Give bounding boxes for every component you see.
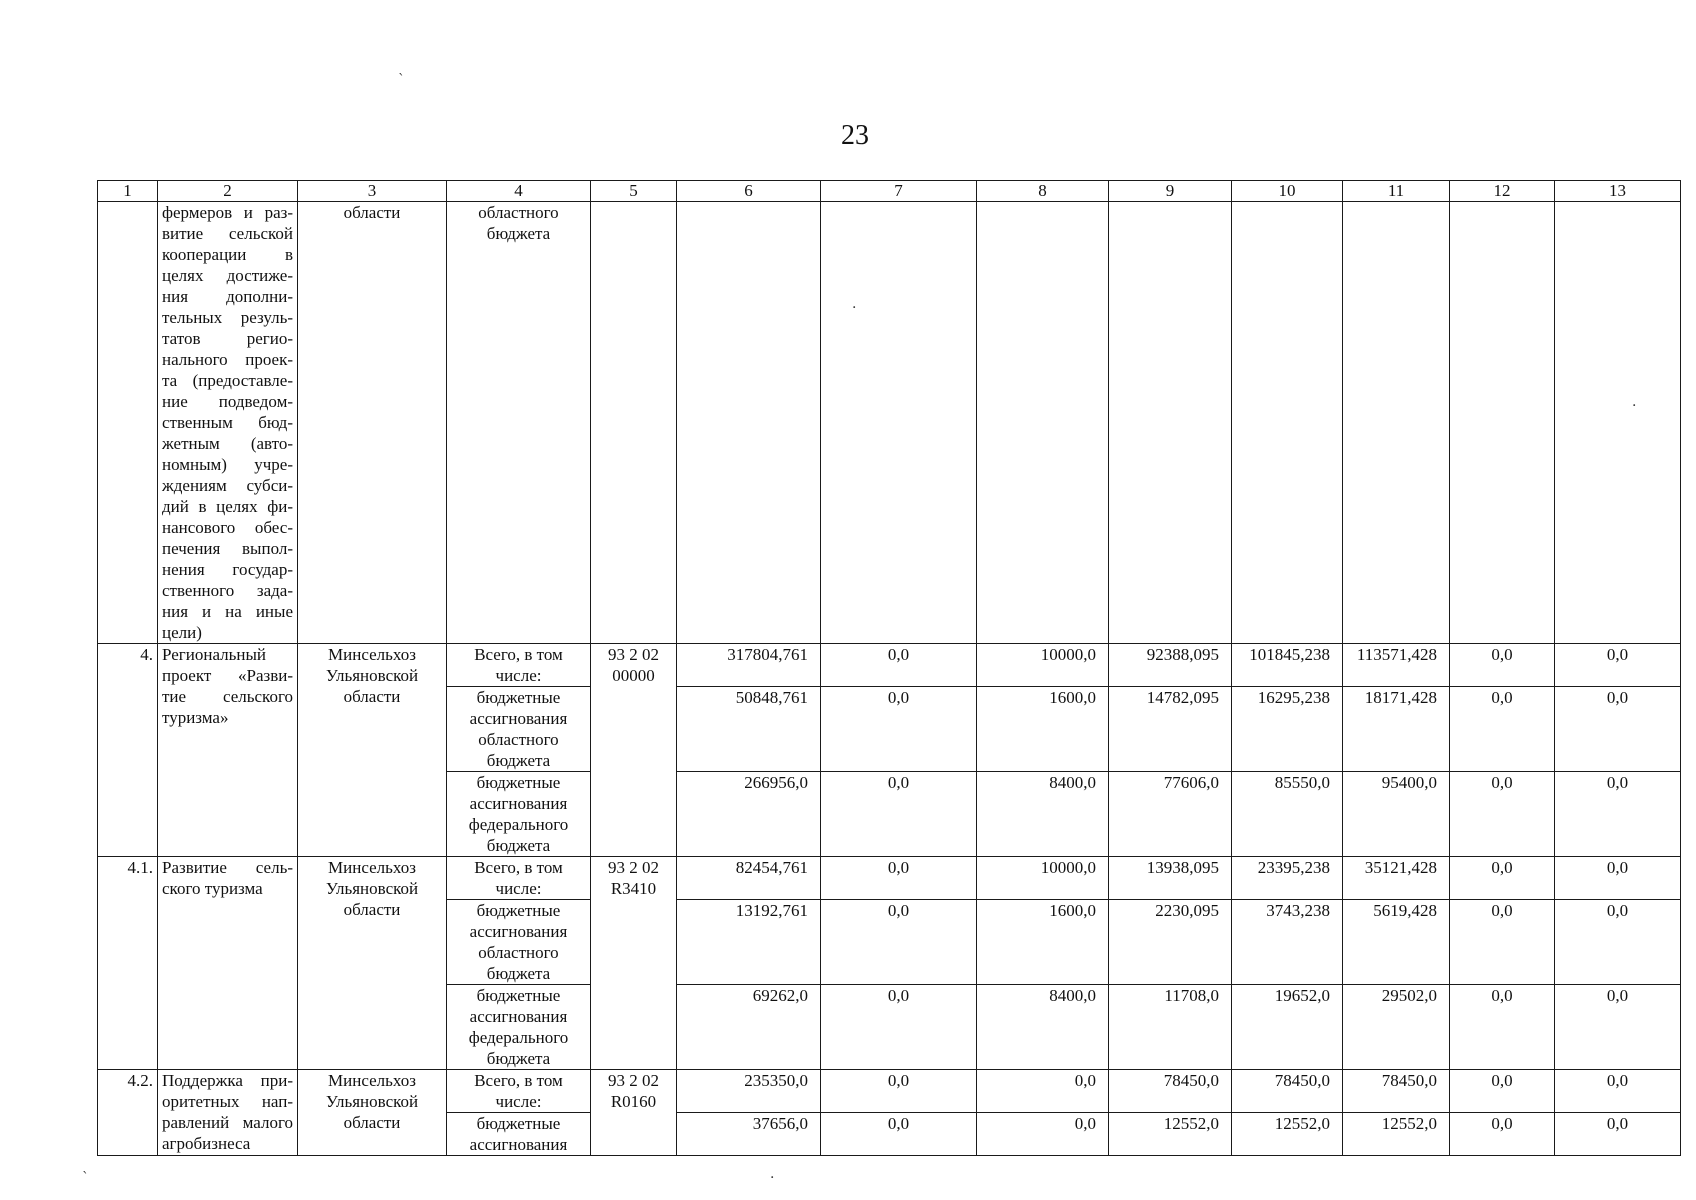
value-cell: 10000,0 — [977, 644, 1109, 687]
value-cell: 235350,0 — [677, 1070, 821, 1113]
measure-description: Развитие сель-ского туризма — [158, 857, 298, 1070]
value-cell: 2230,095 — [1109, 900, 1232, 985]
budget-code: 93 2 02 R0160 — [591, 1070, 677, 1156]
measure-description: фермеров и раз-витие сельской кооперации в целях достиже-ния дополни-тельных резуль-татов регио-нального проек-та (предоставле-ние подведом-ственным бюд-жетным (авто-номным) учре-ждениям субси-дий в целях фи-нансового обес-печения выпол-нения государ-ственного зада-ния и на иные цели) — [158, 202, 298, 644]
value-cell: 78450,0 — [1109, 1070, 1232, 1113]
value-cell: 12552,0 — [1343, 1113, 1450, 1156]
row-number — [98, 202, 158, 644]
value-cell: 0,0 — [821, 772, 977, 857]
value-cell: 0,0 — [1555, 772, 1681, 857]
row-number: 4.1. — [98, 857, 158, 1070]
column-header: 7 — [821, 181, 977, 202]
value-cell: 0,0 — [1555, 985, 1681, 1070]
column-header: 10 — [1232, 181, 1343, 202]
value-cell — [1450, 202, 1555, 644]
value-cell: 0,0 — [1555, 644, 1681, 687]
value-cell: 1600,0 — [977, 687, 1109, 772]
value-cell: 0,0 — [821, 1113, 977, 1156]
funding-source: бюджетные ассигнования областного бюджета — [447, 900, 591, 985]
value-cell: 0,0 — [1450, 644, 1555, 687]
value-cell: 8400,0 — [977, 772, 1109, 857]
executor: Минсельхоз Ульяновской области — [298, 1070, 447, 1156]
value-cell: 0,0 — [1450, 1070, 1555, 1113]
value-cell: 13938,095 — [1109, 857, 1232, 900]
table-body — [98, 202, 1681, 1156]
scan-mark: · — [852, 300, 857, 316]
value-cell: 37656,0 — [677, 1113, 821, 1156]
value-cell: 16295,238 — [1232, 687, 1343, 772]
value-cell: 0,0 — [821, 857, 977, 900]
value-cell: 18171,428 — [1343, 687, 1450, 772]
value-cell: 11708,0 — [1109, 985, 1232, 1070]
value-cell: 12552,0 — [1232, 1113, 1343, 1156]
value-cell — [1109, 202, 1232, 644]
column-header: 1 — [98, 181, 158, 202]
funding-source: бюджетные ассигнования — [447, 1113, 591, 1156]
column-header: 9 — [1109, 181, 1232, 202]
value-cell — [977, 202, 1109, 644]
value-cell: 78450,0 — [1343, 1070, 1450, 1113]
value-cell — [1232, 202, 1343, 644]
value-cell: 0,0 — [1450, 985, 1555, 1070]
value-cell: 266956,0 — [677, 772, 821, 857]
value-cell: 77606,0 — [1109, 772, 1232, 857]
value-cell: 0,0 — [821, 985, 977, 1070]
value-cell: 10000,0 — [977, 857, 1109, 900]
value-cell: 3743,238 — [1232, 900, 1343, 985]
value-cell: 8400,0 — [977, 985, 1109, 1070]
value-cell: 82454,761 — [677, 857, 821, 900]
value-cell — [821, 202, 977, 644]
value-cell: 0,0 — [1555, 1070, 1681, 1113]
executor: Минсельхоз Ульяновской области — [298, 644, 447, 857]
value-cell: 12552,0 — [1109, 1113, 1232, 1156]
value-cell: 0,0 — [1555, 687, 1681, 772]
table-row — [98, 857, 1681, 900]
value-cell — [1555, 202, 1681, 644]
value-cell: 0,0 — [1450, 1113, 1555, 1156]
header-row — [98, 181, 1681, 202]
value-cell: 14782,095 — [1109, 687, 1232, 772]
value-cell: 113571,428 — [1343, 644, 1450, 687]
value-cell: 0,0 — [1450, 687, 1555, 772]
funding-source: бюджетные ассигнования федерального бюджета — [447, 985, 591, 1070]
measure-description: Поддержка при-оритетных нап-равлений малого агробизнеса — [158, 1070, 298, 1156]
row-number: 4. — [98, 644, 158, 857]
value-cell: 19652,0 — [1232, 985, 1343, 1070]
scan-mark: ` — [398, 72, 405, 88]
column-header: 4 — [447, 181, 591, 202]
column-header: 13 — [1555, 181, 1681, 202]
value-cell — [677, 202, 821, 644]
value-cell: 317804,761 — [677, 644, 821, 687]
measure-description: Региональный проект «Разви-тие сельского туризма» — [158, 644, 298, 857]
funding-source: областного бюджета — [447, 202, 591, 644]
value-cell: 35121,428 — [1343, 857, 1450, 900]
value-cell: 0,0 — [977, 1070, 1109, 1113]
value-cell: 101845,238 — [1232, 644, 1343, 687]
value-cell: 95400,0 — [1343, 772, 1450, 857]
value-cell: 0,0 — [1555, 857, 1681, 900]
scan-mark: · — [1632, 398, 1637, 414]
row-number: 4.2. — [98, 1070, 158, 1156]
page-number: 23 — [841, 120, 869, 151]
table-row — [98, 1070, 1681, 1113]
value-cell: 0,0 — [1450, 900, 1555, 985]
table-row — [98, 202, 1681, 644]
value-cell: 0,0 — [1450, 857, 1555, 900]
funding-source: бюджетные ассигнования федерального бюджета — [447, 772, 591, 857]
budget-code — [591, 202, 677, 644]
executor: Минсельхоз Ульяновской области — [298, 857, 447, 1070]
executor: области — [298, 202, 447, 644]
value-cell: 0,0 — [821, 900, 977, 985]
value-cell: 0,0 — [821, 1070, 977, 1113]
value-cell: 0,0 — [821, 644, 977, 687]
value-cell: 69262,0 — [677, 985, 821, 1070]
column-header: 3 — [298, 181, 447, 202]
funding-source: Всего, в том числе: — [447, 857, 591, 900]
value-cell: 0,0 — [977, 1113, 1109, 1156]
table-row — [98, 644, 1681, 687]
budget-code: 93 2 02 R3410 — [591, 857, 677, 1070]
scan-mark: ` — [82, 1170, 89, 1186]
budget-code: 93 2 02 00000 — [591, 644, 677, 857]
value-cell: 78450,0 — [1232, 1070, 1343, 1113]
value-cell: 23395,238 — [1232, 857, 1343, 900]
funding-source: бюджетные ассигнования областного бюджета — [447, 687, 591, 772]
value-cell: 0,0 — [1555, 1113, 1681, 1156]
budget-table — [97, 180, 1681, 1156]
value-cell — [1343, 202, 1450, 644]
value-cell: 5619,428 — [1343, 900, 1450, 985]
column-header: 6 — [677, 181, 821, 202]
column-header: 11 — [1343, 181, 1450, 202]
funding-source: Всего, в том числе: — [447, 1070, 591, 1113]
scan-mark: · — [770, 1170, 775, 1186]
column-header: 8 — [977, 181, 1109, 202]
value-cell: 0,0 — [1450, 772, 1555, 857]
column-header: 5 — [591, 181, 677, 202]
value-cell: 0,0 — [1555, 900, 1681, 985]
column-header: 2 — [158, 181, 298, 202]
value-cell: 13192,761 — [677, 900, 821, 985]
value-cell: 85550,0 — [1232, 772, 1343, 857]
value-cell: 1600,0 — [977, 900, 1109, 985]
value-cell: 29502,0 — [1343, 985, 1450, 1070]
value-cell: 50848,761 — [677, 687, 821, 772]
value-cell: 92388,095 — [1109, 644, 1232, 687]
value-cell: 0,0 — [821, 687, 977, 772]
column-header: 12 — [1450, 181, 1555, 202]
funding-source: Всего, в том числе: — [447, 644, 591, 687]
